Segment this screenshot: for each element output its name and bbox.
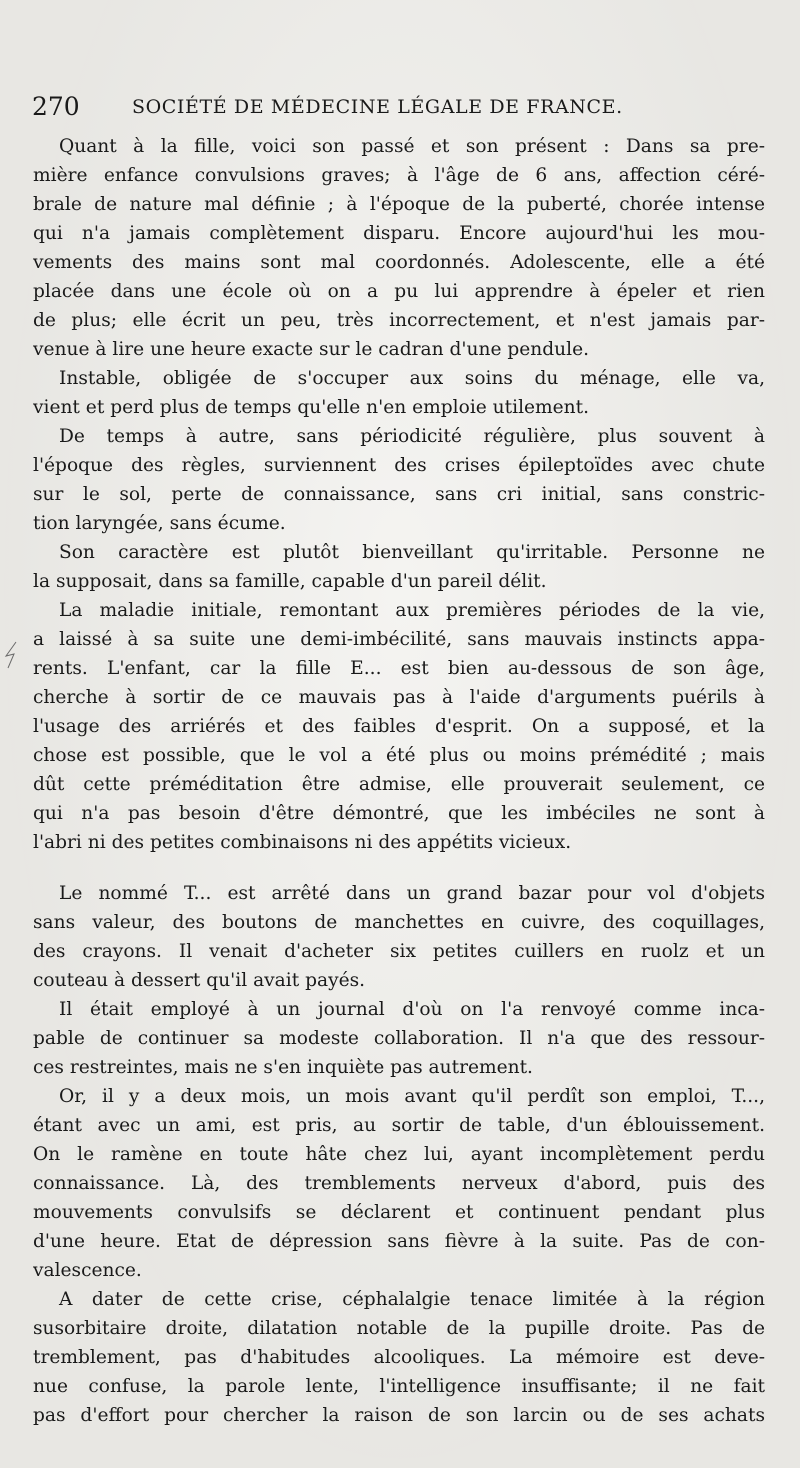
text-line: dût cette préméditation être admise, elle prouverait seulement, ce	[33, 774, 765, 795]
page-number: 270	[32, 92, 80, 121]
body-text	[33, 132, 765, 1430]
text-line: Quant à la fille, voici son passé et son présent : Dans sa pre-	[59, 136, 765, 157]
text-line: chose est possible, que le vol a été plus ou moins prémédité ; mais	[33, 745, 765, 766]
text-line: placée dans une école où on a pu lui apprendre à épeler et rien	[33, 281, 765, 302]
text-line: nue confuse, la parole lente, l'intelligence insuffisante; il ne fait	[33, 1376, 765, 1397]
margin-pencil-mark	[2, 640, 20, 670]
text-line: mouvements convulsifs se déclarent et continuent pendant plus	[33, 1202, 765, 1223]
text-line: tion laryngée, sans écume.	[33, 513, 286, 534]
text-line: rents. L'enfant, car la fille E... est bien au-dessous de son âge,	[33, 658, 765, 679]
running-title: SOCIÉTÉ DE MÉDECINE LÉGALE DE FRANCE.	[132, 96, 623, 118]
text-line: connaissance. Là, des tremblements nerveux d'abord, puis des	[33, 1173, 765, 1194]
text-line: Le nommé T... est arrêté dans un grand bazar pour vol d'objets	[59, 883, 765, 904]
text-line: De temps à autre, sans périodicité régulière, plus souvent à	[59, 426, 765, 447]
text-line: l'usage des arriérés et des faibles d'esprit. On a supposé, et la	[33, 716, 765, 737]
text-line: d'une heure. Etat de dépression sans fièvre à la suite. Pas de con-	[33, 1231, 765, 1252]
text-line: cherche à sortir de ce mauvais pas à l'aide d'arguments puérils à	[33, 687, 765, 708]
text-line: l'abri ni des petites combinaisons ni des appétits vicieux.	[33, 832, 572, 853]
text-line: tremblement, pas d'habitudes alcooliques. La mémoire est deve-	[33, 1347, 765, 1368]
text-line: vements des mains sont mal coordonnés. Adolescente, elle a été	[33, 252, 765, 273]
text-line: pas d'effort pour chercher la raison de son larcin ou de ses achats	[33, 1405, 765, 1426]
text-line: La maladie initiale, remontant aux premières périodes de la vie,	[59, 600, 765, 621]
text-line: venue à lire une heure exacte sur le cadran d'une pendule.	[33, 339, 589, 360]
text-line: la supposait, dans sa famille, capable d'un pareil délit.	[33, 571, 547, 592]
text-line: qui n'a pas besoin d'être démontré, que les imbéciles ne sont à	[33, 803, 765, 824]
text-line: Or, il y a deux mois, un mois avant qu'il perdît son emploi, T...,	[59, 1086, 765, 1107]
text-line: On le ramène en toute hâte chez lui, ayant incomplètement perdu	[33, 1144, 765, 1165]
text-line: Il était employé à un journal d'où on l'a renvoyé comme inca-	[59, 999, 765, 1020]
text-line: de plus; elle écrit un peu, très incorrectement, et n'est jamais par-	[33, 310, 765, 331]
text-line: A dater de cette crise, céphalalgie tenace limitée à la région	[59, 1289, 765, 1310]
page-header	[32, 90, 772, 130]
text-line: vient et perd plus de temps qu'elle n'en emploie utilement.	[33, 397, 590, 418]
text-line: Son caractère est plutôt bienveillant qu'irritable. Personne ne	[59, 542, 765, 563]
text-line: couteau à dessert qu'il avait payés.	[33, 970, 366, 991]
text-line: mière enfance convulsions graves; à l'âge de 6 ans, affection céré-	[33, 165, 765, 186]
text-line: susorbitaire droite, dilatation notable de la pupille droite. Pas de	[33, 1318, 765, 1339]
text-line: a laissé à sa suite une demi-imbécilité, sans mauvais instincts appa-	[33, 629, 765, 650]
text-line: Instable, obligée de s'occuper aux soins du ménage, elle va,	[59, 368, 765, 389]
text-line: l'époque des règles, surviennent des crises épileptoïdes avec chute	[33, 455, 765, 476]
text-line: sur le sol, perte de connaissance, sans cri initial, sans constric-	[33, 484, 765, 505]
text-line: brale de nature mal définie ; à l'époque de la puberté, chorée intense	[33, 194, 765, 215]
text-line: des crayons. Il venait d'acheter six petites cuillers en ruolz et un	[33, 941, 765, 962]
text-line: valescence.	[33, 1260, 142, 1281]
text-line: ces restreintes, mais ne s'en inquiète pas autrement.	[33, 1057, 533, 1078]
text-line: qui n'a jamais complètement disparu. Encore aujourd'hui les mou-	[33, 223, 765, 244]
text-line: pable de continuer sa modeste collaboration. Il n'a que des ressour-	[33, 1028, 765, 1049]
text-line: sans valeur, des boutons de manchettes en cuivre, des coquillages,	[33, 912, 765, 933]
text-line: étant avec un ami, est pris, au sortir de table, d'un éblouissement.	[33, 1115, 765, 1136]
